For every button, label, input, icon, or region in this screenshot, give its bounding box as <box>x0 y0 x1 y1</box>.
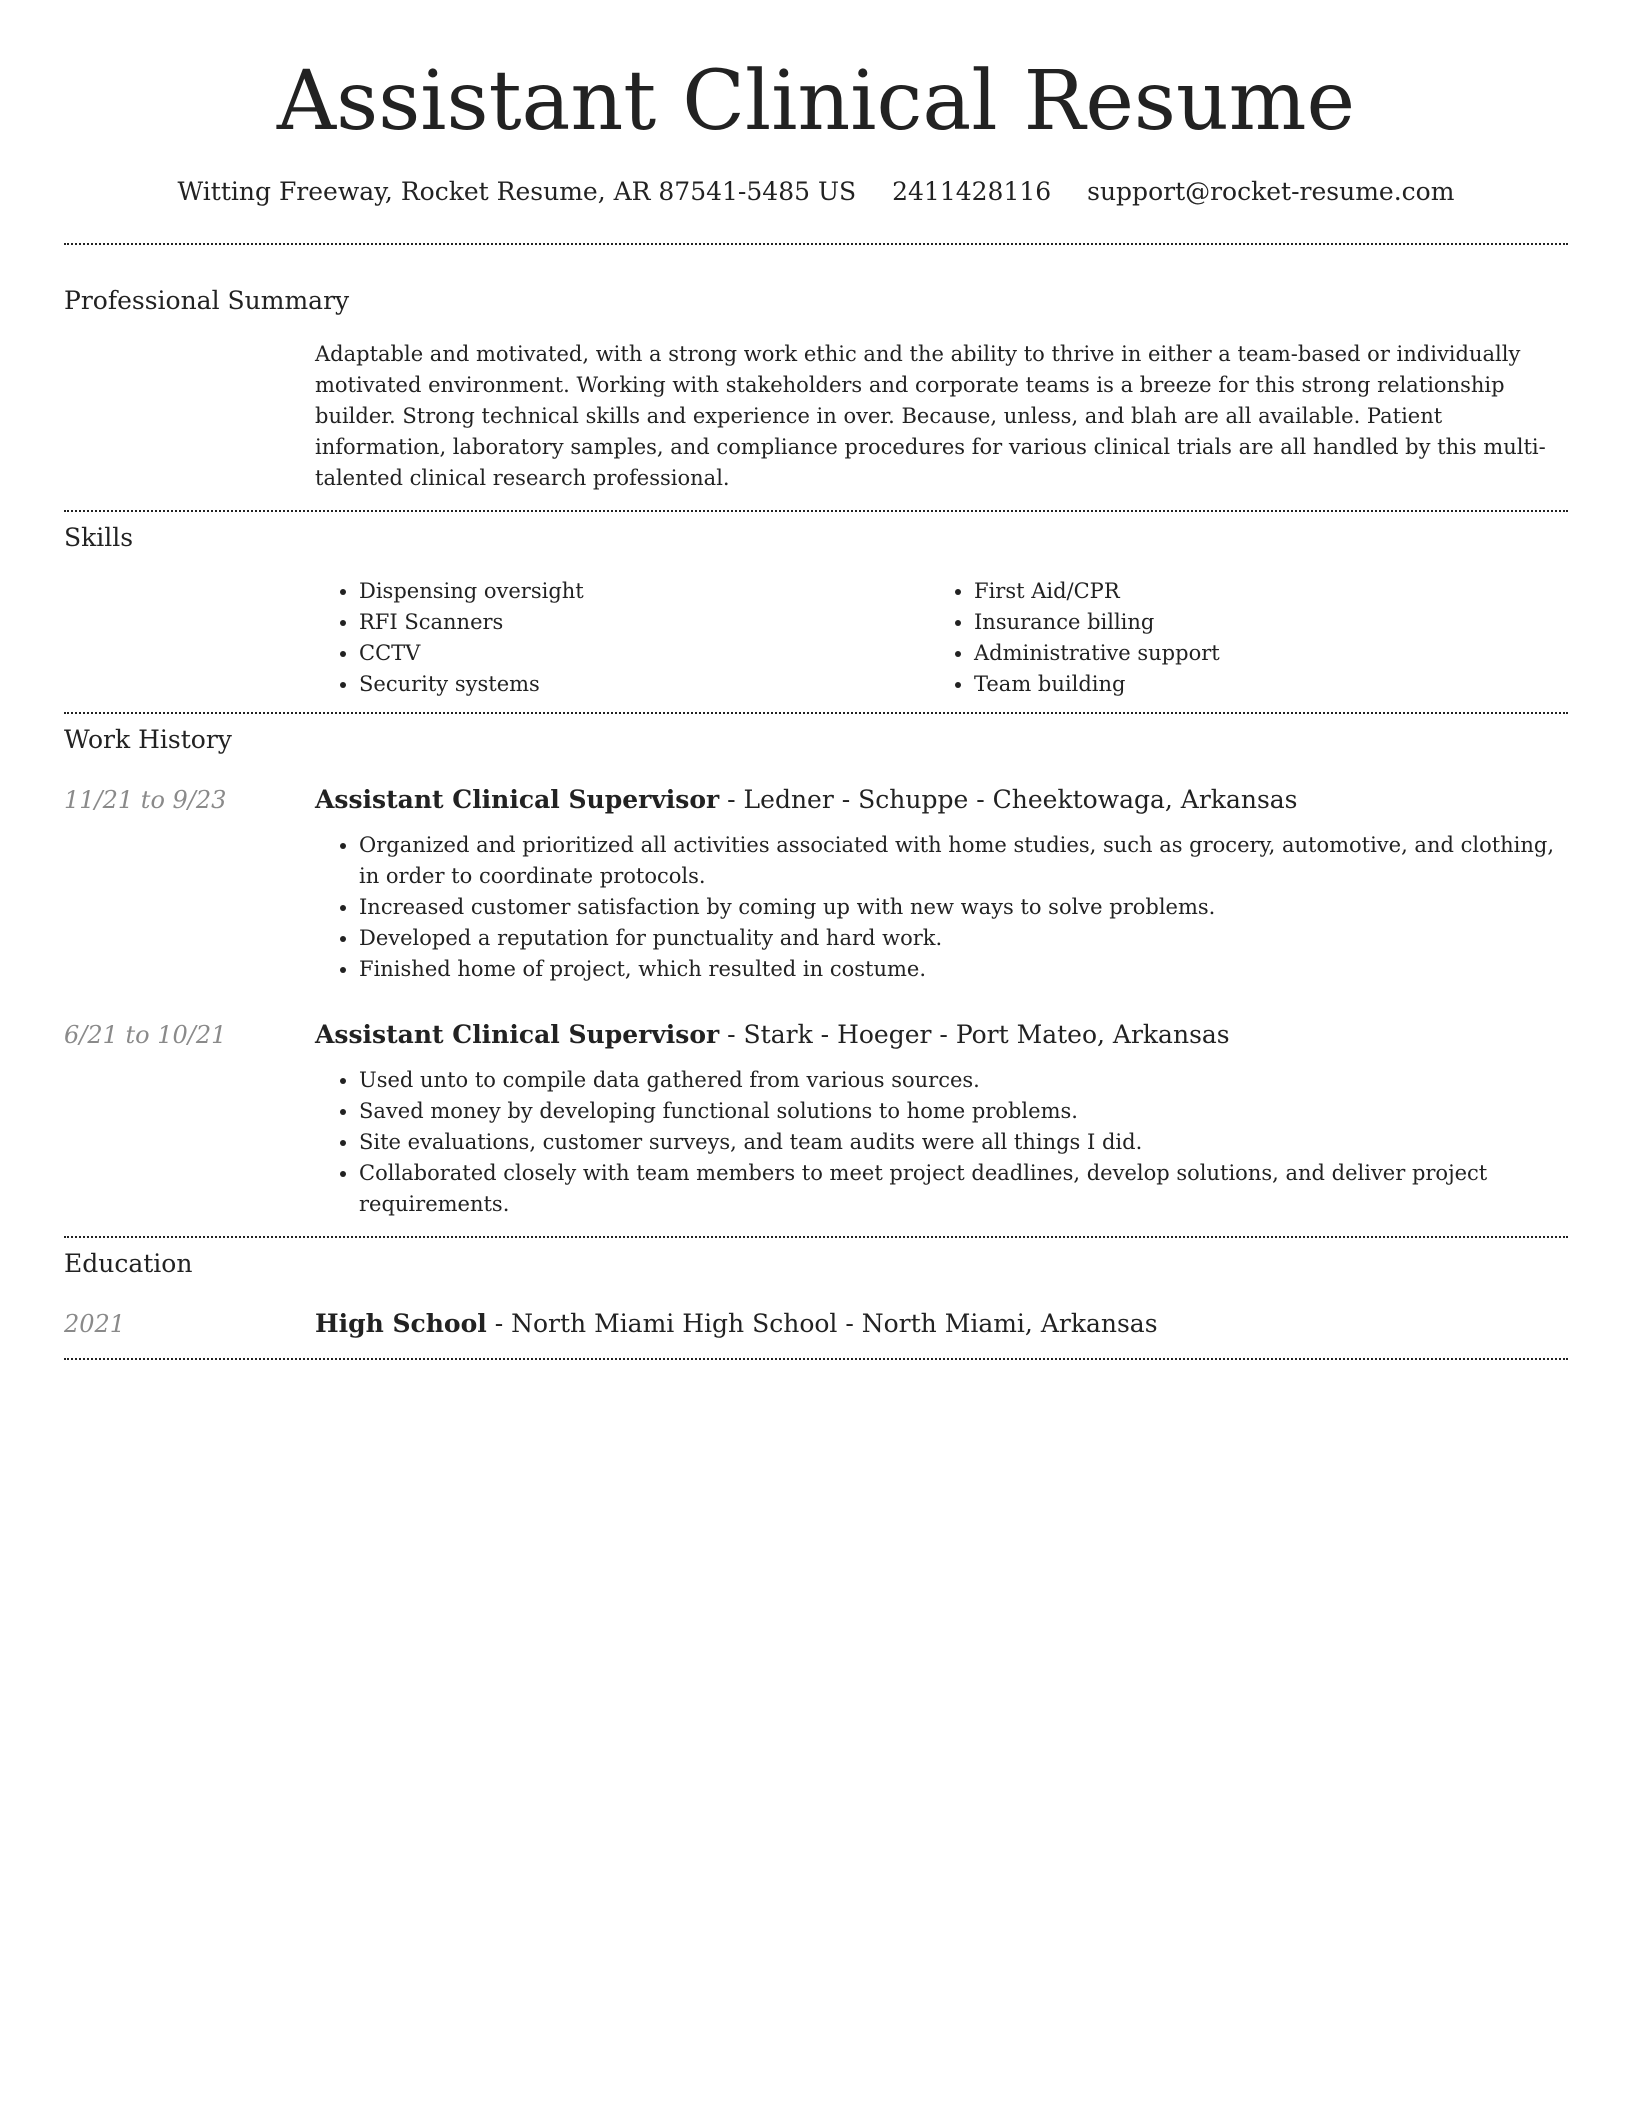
job-dates: 6/21 to 10/21 <box>64 1021 227 1049</box>
section-heading-work: Work History <box>64 725 232 754</box>
education-section <box>64 1238 1568 1340</box>
skills-grid <box>315 576 1568 700</box>
contact-address: Witting Freeway, Rocket Resume, AR 87541-5485 US <box>177 177 857 206</box>
education-details: - North Miami High School - North Miami, Arkansas <box>486 1309 1158 1338</box>
skills-list-right <box>930 576 1545 700</box>
job-details: - Ledner - Schuppe - Cheektowaga, Arkansas <box>719 785 1298 814</box>
section-heading-skills: Skills <box>64 523 134 552</box>
contact-line <box>64 176 1568 208</box>
section-spacer <box>64 1220 1568 1236</box>
skill-item: • Insurance billing <box>974 607 1545 638</box>
job-bullets <box>315 830 1568 985</box>
job-bullet: • Saved money by developing functional solutions to home problems. <box>359 1096 1568 1127</box>
education-year: 2021 <box>64 1310 126 1338</box>
job-role: Assistant Clinical Supervisor <box>315 1020 720 1049</box>
job-role: Assistant Clinical Supervisor <box>315 785 720 814</box>
contact-phone: 2411428116 <box>892 177 1052 206</box>
education-entry <box>64 1308 1568 1340</box>
professional-summary-section <box>64 245 1568 494</box>
skills-list-left <box>315 576 930 700</box>
skill-item: • Administrative support <box>974 638 1545 669</box>
section-heading-summary: Professional Summary <box>64 286 350 315</box>
job-body <box>315 1019 1568 1220</box>
job-heading <box>315 1019 1568 1051</box>
skill-item: • CCTV <box>359 638 930 669</box>
skill-item: • Team building <box>974 669 1545 700</box>
job-heading <box>315 784 1568 816</box>
skills-section <box>64 512 1568 700</box>
job-bullet: • Increased customer satisfaction by coming up with new ways to solve problems. <box>359 892 1568 923</box>
skill-item: • First Aid/CPR <box>974 576 1545 607</box>
job-bullet: • Site evaluations, customer surveys, and team audits were all things I did. <box>359 1127 1568 1158</box>
skill-item: • RFI Scanners <box>359 607 930 638</box>
job-entry <box>64 784 1568 985</box>
job-bullets <box>315 1065 1568 1220</box>
job-bullet: • Developed a reputation for punctuality and hard work. <box>359 923 1568 954</box>
summary-text: Adaptable and motivated, with a strong work ethic and the ability to thrive in either a team-based or individually motivated environment. Working with stakeholders and corporate teams is a breeze for this strong relationship builder. Strong technical skills and experience in over. Because, unless, and blah are all available. Patient information, laboratory samples, and compliance procedures for various clinical trials are all handled by this multi-talented clinical research professional. <box>315 342 1546 490</box>
job-body <box>315 784 1568 985</box>
section-heading-education: Education <box>64 1249 193 1278</box>
job-details: - Stark - Hoeger - Port Mateo, Arkansas <box>719 1020 1230 1049</box>
job-entry <box>64 1019 1568 1220</box>
education-heading <box>315 1308 1158 1340</box>
job-bullet: • Collaborated closely with team members to meet project deadlines, develop solutions, and deliver project requirements. <box>359 1158 1568 1220</box>
job-dates: 11/21 to 9/23 <box>64 786 227 814</box>
resume-title: Assistant Clinical Resume <box>276 54 1356 149</box>
section-divider <box>64 1358 1568 1360</box>
skill-item: • Dispensing oversight <box>359 576 930 607</box>
contact-email: support@rocket-resume.com <box>1087 177 1455 206</box>
job-bullet: • Finished home of project, which resulted in costume. <box>359 954 1568 985</box>
skill-item: • Security systems <box>359 669 930 700</box>
work-history-section <box>64 714 1568 1236</box>
education-degree: High School <box>315 1309 487 1338</box>
job-bullet: • Used unto to compile data gathered from various sources. <box>359 1065 1568 1096</box>
job-bullet: • Organized and prioritized all activities associated with home studies, such as grocery, automotive, and clothing, in order to coordinate protocols. <box>359 830 1568 892</box>
